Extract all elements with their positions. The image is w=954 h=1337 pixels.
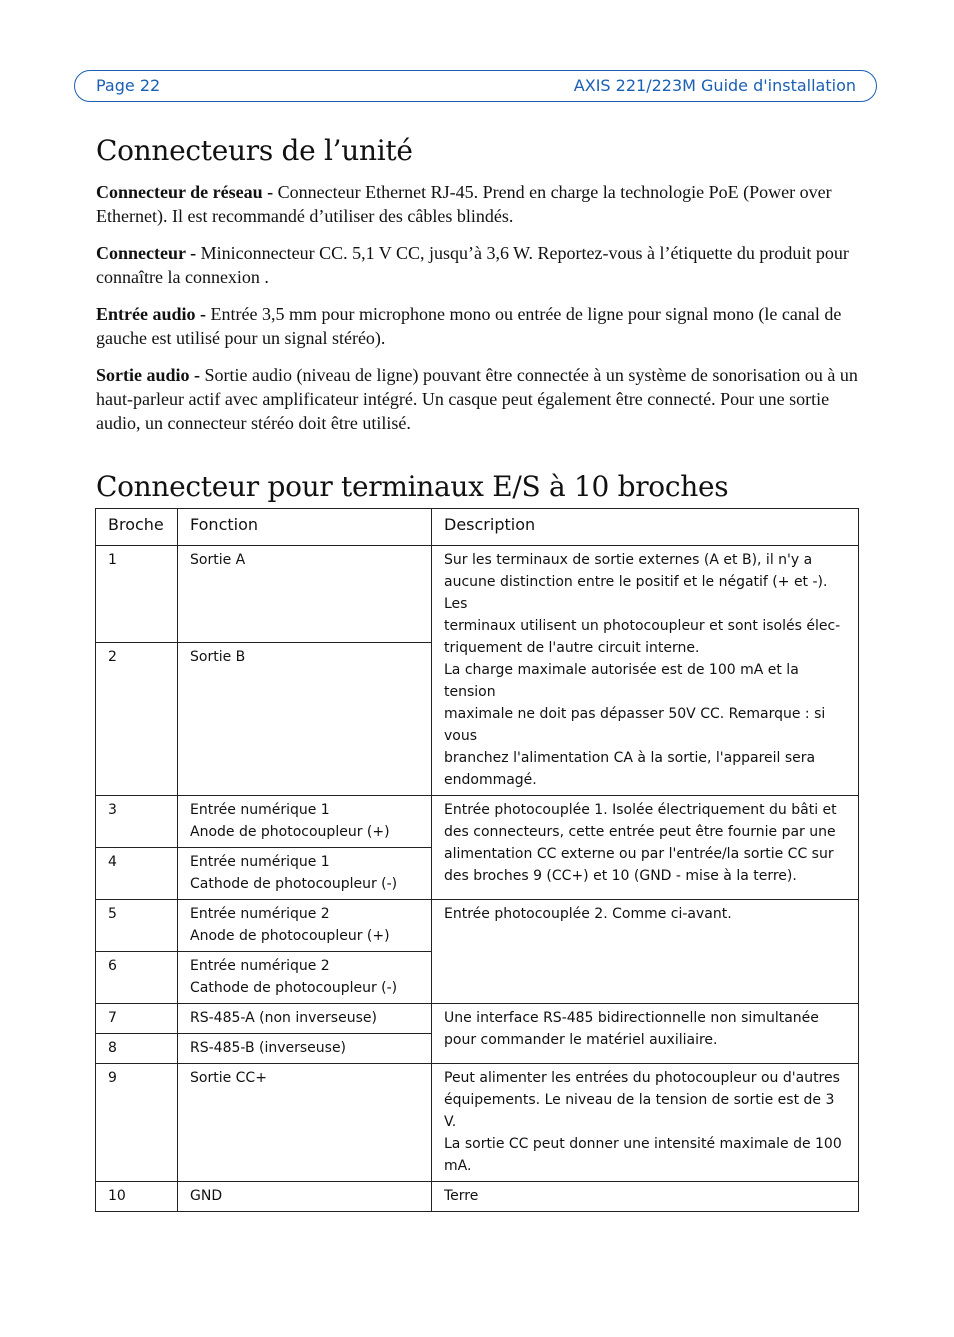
function-line: Anode de photocoupleur (+) — [190, 928, 390, 944]
description-line: La sortie CC peut donner une intensité maximale de 100 — [444, 1136, 842, 1152]
section-title-connectors: Connecteurs de l’unité — [96, 134, 413, 167]
function-line: Cathode de photocoupleur (-) — [190, 980, 398, 996]
table-row — [96, 546, 859, 643]
description-line: mA. — [444, 1158, 472, 1174]
pin-number: 5 — [96, 900, 178, 952]
description-line: Terre — [444, 1188, 479, 1204]
table-header-row — [96, 509, 859, 546]
term-audio-in: Entrée audio - — [96, 304, 211, 324]
description-line: La charge maximale autorisée est de 100 mA et la tension — [444, 662, 799, 700]
pin-number: 2 — [96, 643, 178, 796]
description-line: Entrée photocouplée 1. Isolée électriquement du bâti et — [444, 802, 837, 818]
pin-number: 10 — [96, 1182, 178, 1212]
description-line: équipements. Le niveau de la tension de sortie est de 3 V. — [444, 1092, 835, 1130]
description-line: triquement de l'autre circuit interne. — [444, 640, 700, 656]
description-line: des broches 9 (CC+) et 10 (GND - mise à la terre). — [444, 868, 797, 884]
function-line: Cathode de photocoupleur (-) — [190, 876, 398, 892]
pin-description — [432, 900, 859, 1004]
function-line: Entrée numérique 1 — [190, 802, 330, 818]
function-line: Anode de photocoupleur (+) — [190, 824, 390, 840]
text-network-connector: Connecteur Ethernet RJ-45. Prend en charge la technologie PoE (Power over Ethernet). Il est recommandé d’utiliser des câbles blindés. — [96, 182, 832, 226]
pin-number: 4 — [96, 848, 178, 900]
paragraph-audio-out — [96, 363, 858, 435]
term-power-connector: Connecteur - — [96, 243, 201, 263]
paragraph-network-connector — [96, 180, 858, 228]
function-line: RS-485-B (inverseuse) — [190, 1040, 347, 1056]
document-title: AXIS 221/223M Guide d'installation — [573, 76, 856, 95]
paragraph-audio-in — [96, 302, 858, 350]
function-line: Sortie B — [190, 649, 246, 665]
pin-function — [178, 643, 432, 796]
pin-number: 3 — [96, 796, 178, 848]
header-function: Fonction — [178, 509, 432, 546]
term-audio-out: Sortie audio - — [96, 365, 205, 385]
description-line: Peut alimenter les entrées du photocoupleur ou d'autres — [444, 1070, 840, 1086]
paragraph-power-connector — [96, 241, 858, 289]
header-pin: Broche — [96, 509, 178, 546]
text-audio-out: Sortie audio (niveau de ligne) pouvant être connectée à un système de sonorisation ou à un haut-parleur actif avec amplificateur intégré. Un casque peut également être connecté. Pour une sortie audio, un connecteur stéréo doit être utilisé. — [96, 365, 858, 433]
function-line: Sortie A — [190, 552, 246, 568]
section-title-io-terminal: Connecteur pour terminaux E/S à 10 broches — [96, 470, 729, 503]
pin-function — [178, 1182, 432, 1212]
description-line: endommagé. — [444, 772, 537, 788]
pin-function — [178, 1034, 432, 1064]
pin-function — [178, 1004, 432, 1034]
description-line: Une interface RS-485 bidirectionnelle non simultanée — [444, 1010, 819, 1026]
pin-description — [432, 1182, 859, 1212]
description-line: Entrée photocouplée 2. Comme ci-avant. — [444, 906, 732, 922]
text-power-connector: Miniconnecteur CC. 5,1 V CC, jusqu’à 3,6 W. Reportez-vous à l’étiquette du produit pour connaître la connexion . — [96, 243, 849, 287]
table-row — [96, 1004, 859, 1034]
function-line: GND — [190, 1188, 223, 1204]
pin-number: 1 — [96, 546, 178, 643]
pin-number: 8 — [96, 1034, 178, 1064]
pin-description — [432, 1004, 859, 1064]
description-line: terminaux utilisent un photocoupleur et sont isolés élec- — [444, 618, 841, 634]
table-row — [96, 900, 859, 952]
description-line: pour commander le matériel auxiliaire. — [444, 1032, 718, 1048]
pin-function — [178, 952, 432, 1004]
function-line: Entrée numérique 2 — [190, 906, 330, 922]
pin-description — [432, 546, 859, 796]
table-row — [96, 796, 859, 848]
pin-number: 7 — [96, 1004, 178, 1034]
term-network-connector: Connecteur de réseau - — [96, 182, 278, 202]
description-line: alimentation CC externe ou par l'entrée/la sortie CC sur — [444, 846, 834, 862]
pin-function — [178, 796, 432, 848]
description-line: maximale ne doit pas dépasser 50V CC. Remarque : si vous — [444, 706, 826, 744]
pin-number: 9 — [96, 1064, 178, 1182]
header-description: Description — [432, 509, 859, 546]
function-line: Entrée numérique 1 — [190, 854, 330, 870]
pin-function — [178, 900, 432, 952]
page-number: Page 22 — [96, 76, 161, 95]
description-line: des connecteurs, cette entrée peut être fournie par une — [444, 824, 836, 840]
io-pin-table — [95, 508, 859, 1212]
description-line: aucune distinction entre le positif et le négatif (+ et -). Les — [444, 574, 828, 612]
description-line: Sur les terminaux de sortie externes (A et B), il n'y a — [444, 552, 813, 568]
pin-description — [432, 1064, 859, 1182]
pin-number: 6 — [96, 952, 178, 1004]
description-line: branchez l'alimentation CA à la sortie, l'appareil sera — [444, 750, 816, 766]
function-line: Sortie CC+ — [190, 1070, 267, 1086]
pin-function — [178, 546, 432, 643]
pin-function — [178, 848, 432, 900]
page-header — [74, 70, 877, 102]
pin-description — [432, 796, 859, 900]
pin-function — [178, 1064, 432, 1182]
table-row — [96, 1182, 859, 1212]
text-audio-in: Entrée 3,5 mm pour microphone mono ou entrée de ligne pour signal mono (le canal de gauche est utilisé pour un signal stéréo). — [96, 304, 842, 348]
table-row — [96, 1064, 859, 1182]
function-line: RS-485-A (non inverseuse) — [190, 1010, 377, 1026]
function-line: Entrée numérique 2 — [190, 958, 330, 974]
